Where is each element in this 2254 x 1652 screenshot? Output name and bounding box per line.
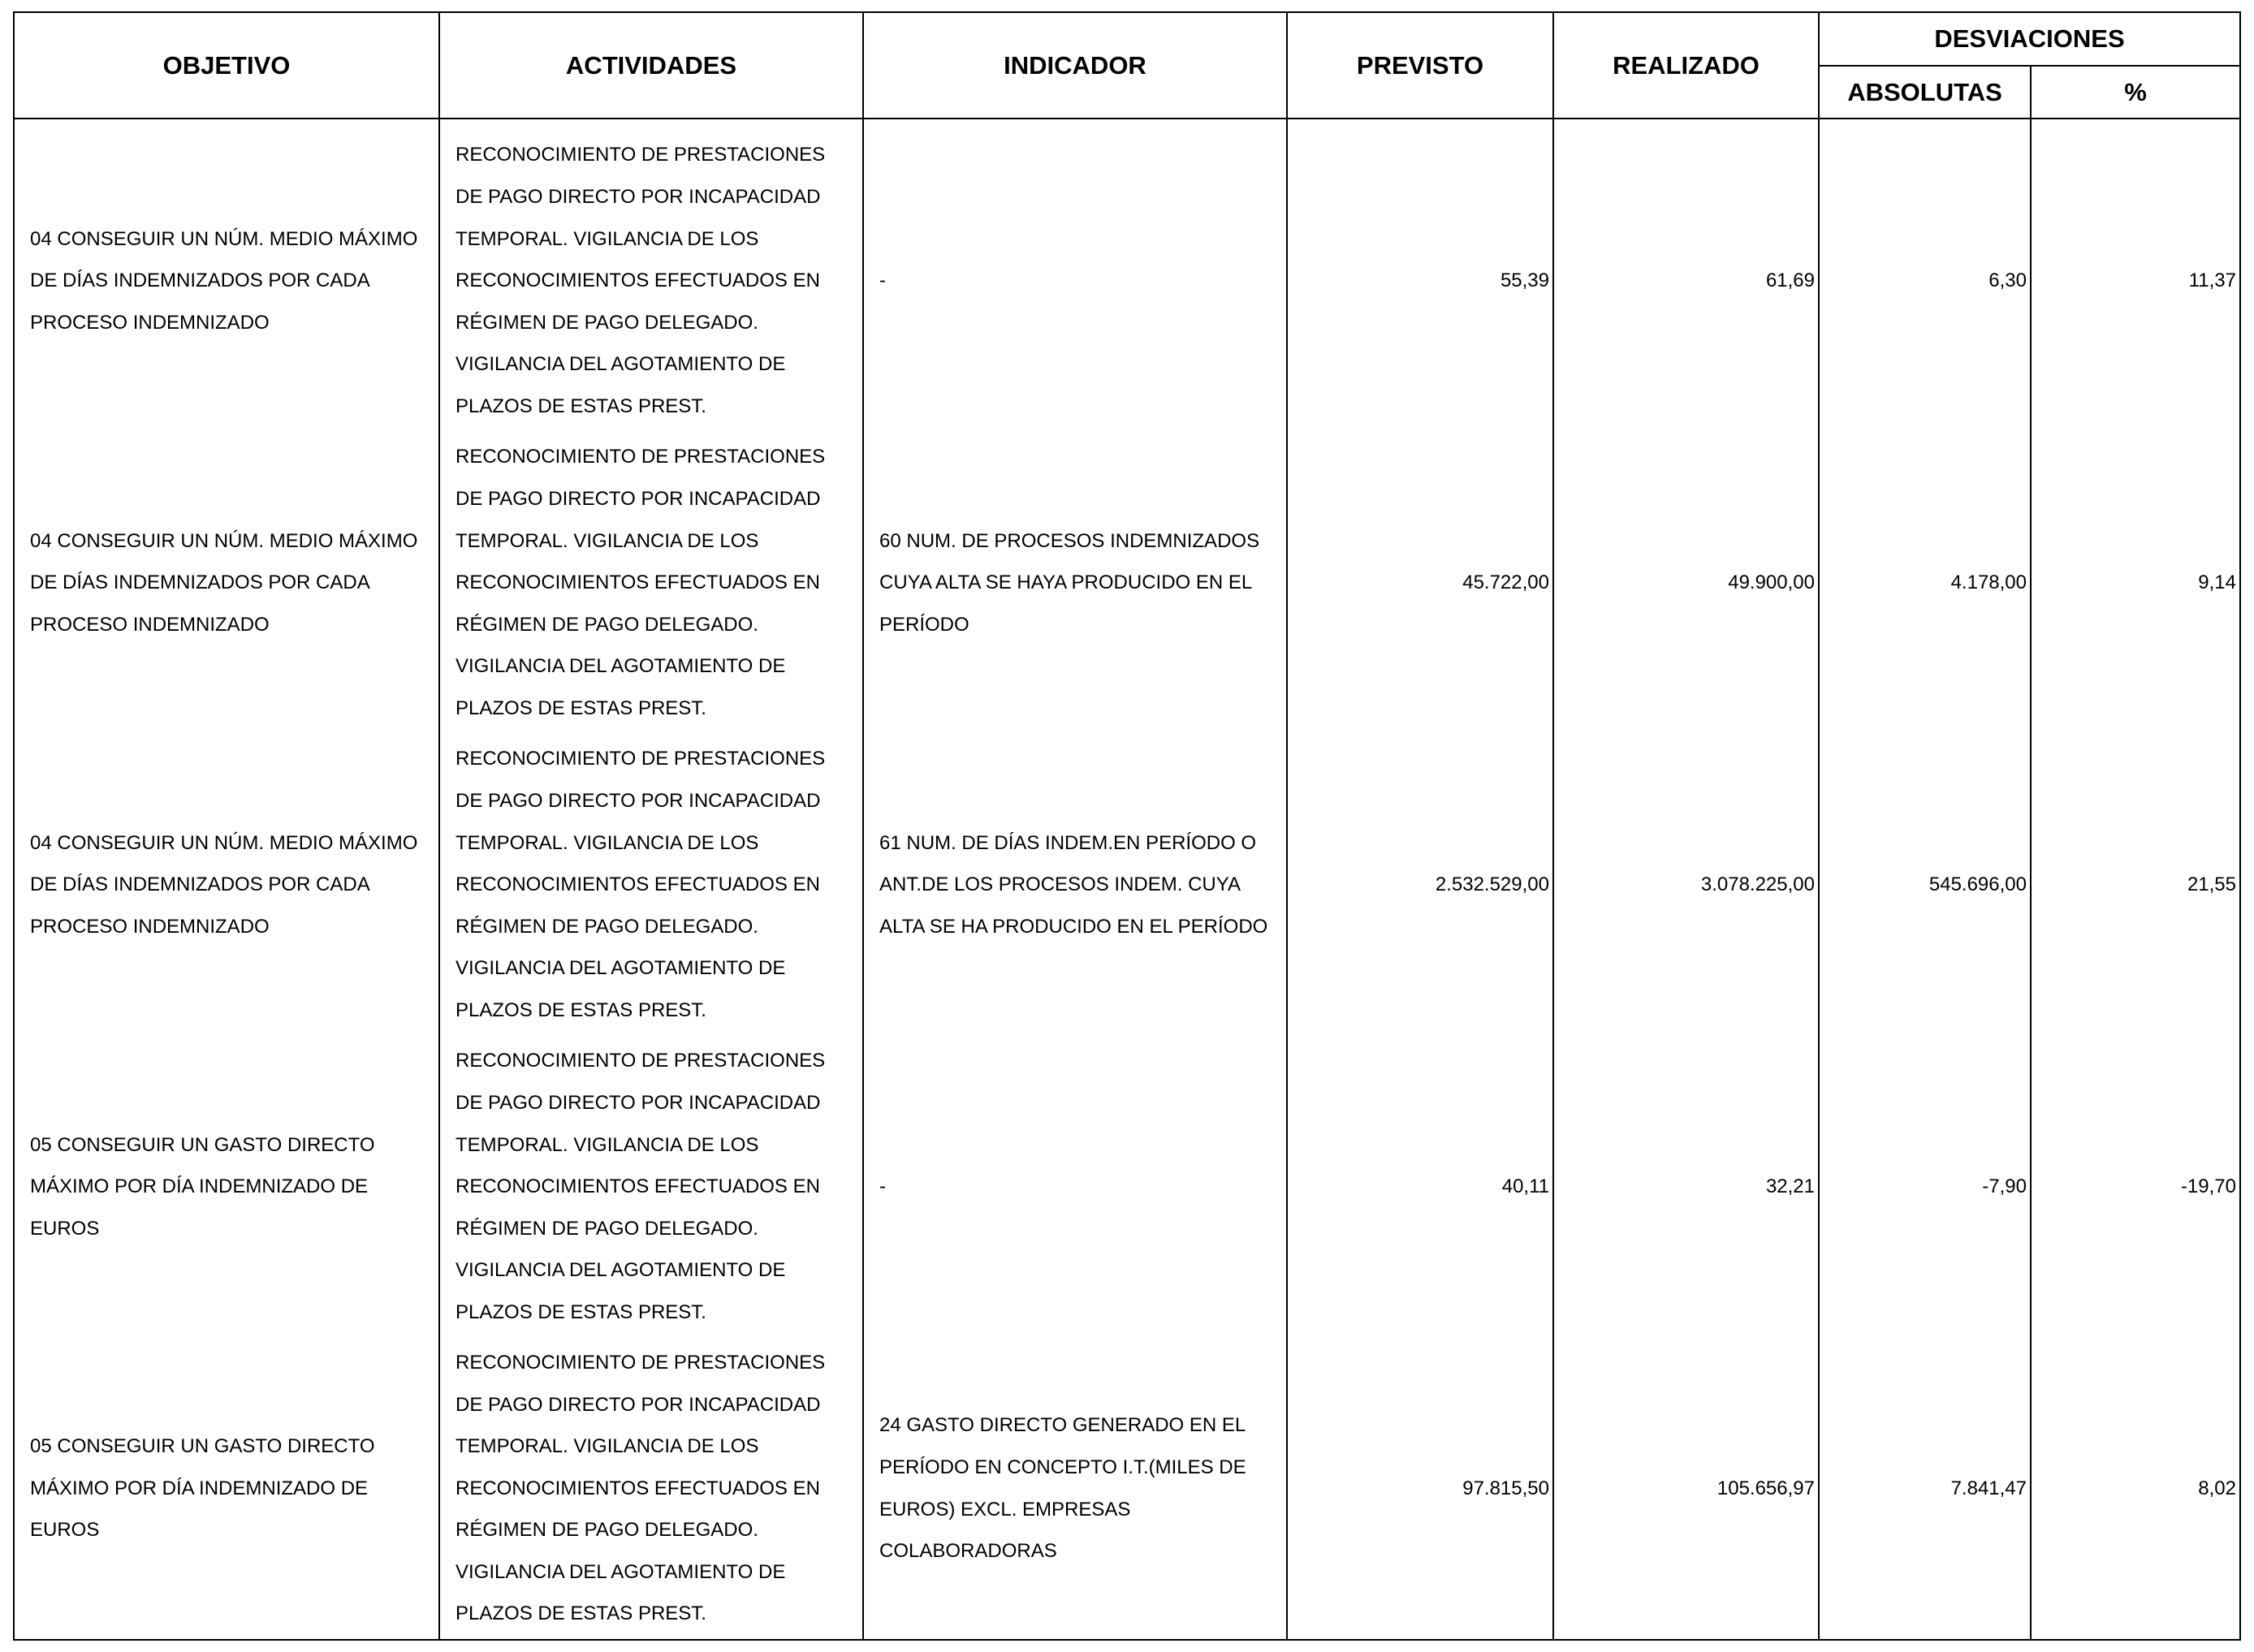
desviacion-porcentaje-cell: 21,55 (2031, 734, 2240, 1036)
desviacion-absoluta-cell: 545.696,00 (1819, 734, 2031, 1036)
desviacion-porcentaje-cell: 9,14 (2031, 432, 2240, 734)
header-desviaciones: DESVIACIONES (1819, 12, 2240, 66)
desviacion-porcentaje-cell: 11,37 (2031, 130, 2240, 432)
header-absolutas: ABSOLUTAS (1819, 66, 2031, 119)
objetivo-cell: 04 CONSEGUIR UN NÚM. MEDIO MÁXIMO DE DÍAS INDEMNIZADOS POR CADA PROCESO INDEMNIZADO (14, 432, 439, 734)
objetivo-cell: 05 CONSEGUIR UN GASTO DIRECTO MÁXIMO POR DÍA INDEMNIZADO DE EUROS (14, 1338, 439, 1640)
indicador-cell: 60 NUM. DE PROCESOS INDEMNIZADOS CUYA ALTA SE HAYA PRODUCIDO EN EL PERÍODO (863, 432, 1287, 734)
header-indicador: INDICADOR (863, 12, 1287, 119)
spacer-cell (1287, 119, 1553, 130)
row-spacer (14, 119, 2240, 130)
table-row (14, 432, 2240, 734)
table-body (14, 119, 2240, 1640)
actividades-cell: RECONOCIMIENTO DE PRESTACIONES DE PAGO DIRECTO POR INCAPACIDAD TEMPORAL. VIGILANCIA DE LOS RECONOCIMIENTOS EFECTUADOS EN RÉGIMEN DE PAGO DELEGADO. VIGILANCIA DEL AGOTAMIENTO DE PLAZOS DE ESTAS PREST. (439, 734, 863, 1036)
previsto-cell: 45.722,00 (1287, 432, 1553, 734)
previsto-cell: 55,39 (1287, 130, 1553, 432)
indicador-cell: 61 NUM. DE DÍAS INDEM.EN PERÍODO O ANT.DE LOS PROCESOS INDEM. CUYA ALTA SE HA PRODUCIDO EN EL PERÍODO (863, 734, 1287, 1036)
desviacion-porcentaje-cell: -19,70 (2031, 1036, 2240, 1338)
previsto-cell: 2.532.529,00 (1287, 734, 1553, 1036)
header-realizado: REALIZADO (1553, 12, 1819, 119)
actividades-cell: RECONOCIMIENTO DE PRESTACIONES DE PAGO DIRECTO POR INCAPACIDAD TEMPORAL. VIGILANCIA DE LOS RECONOCIMIENTOS EFECTUADOS EN RÉGIMEN DE PAGO DELEGADO. VIGILANCIA DEL AGOTAMIENTO DE PLAZOS DE ESTAS PREST. (439, 130, 863, 432)
realizado-cell: 3.078.225,00 (1553, 734, 1819, 1036)
header-row-top (14, 12, 2240, 66)
desviacion-absoluta-cell: -7,90 (1819, 1036, 2031, 1338)
header-actividades: ACTIVIDADES (439, 12, 863, 119)
spacer-cell (14, 119, 439, 130)
previsto-cell: 40,11 (1287, 1036, 1553, 1338)
actividades-cell: RECONOCIMIENTO DE PRESTACIONES DE PAGO DIRECTO POR INCAPACIDAD TEMPORAL. VIGILANCIA DE LOS RECONOCIMIENTOS EFECTUADOS EN RÉGIMEN DE PAGO DELEGADO. VIGILANCIA DEL AGOTAMIENTO DE PLAZOS DE ESTAS PREST. (439, 1338, 863, 1640)
actividades-cell: RECONOCIMIENTO DE PRESTACIONES DE PAGO DIRECTO POR INCAPACIDAD TEMPORAL. VIGILANCIA DE LOS RECONOCIMIENTOS EFECTUADOS EN RÉGIMEN DE PAGO DELEGADO. VIGILANCIA DEL AGOTAMIENTO DE PLAZOS DE ESTAS PREST. (439, 1036, 863, 1338)
indicador-cell: 24 GASTO DIRECTO GENERADO EN EL PERÍODO EN CONCEPTO I.T.(MILES DE EUROS) EXCL. EMPRESAS COLABORADORAS (863, 1338, 1287, 1640)
previsto-cell: 97.815,50 (1287, 1338, 1553, 1640)
header-previsto: PREVISTO (1287, 12, 1553, 119)
spacer-cell (863, 119, 1287, 130)
table-row (14, 1338, 2240, 1640)
indicador-cell: - (863, 1036, 1287, 1338)
table-row (14, 130, 2240, 432)
desviacion-absoluta-cell: 6,30 (1819, 130, 2031, 432)
table-row (14, 1036, 2240, 1338)
actividades-cell: RECONOCIMIENTO DE PRESTACIONES DE PAGO DIRECTO POR INCAPACIDAD TEMPORAL. VIGILANCIA DE LOS RECONOCIMIENTOS EFECTUADOS EN RÉGIMEN DE PAGO DELEGADO. VIGILANCIA DEL AGOTAMIENTO DE PLAZOS DE ESTAS PREST. (439, 432, 863, 734)
objectives-table (13, 11, 2241, 1641)
desviacion-porcentaje-cell: 8,02 (2031, 1338, 2240, 1640)
desviacion-absoluta-cell: 7.841,47 (1819, 1338, 2031, 1640)
spacer-cell (2031, 119, 2240, 130)
spacer-cell (439, 119, 863, 130)
objetivo-cell: 04 CONSEGUIR UN NÚM. MEDIO MÁXIMO DE DÍAS INDEMNIZADOS POR CADA PROCESO INDEMNIZADO (14, 734, 439, 1036)
objetivo-cell: 04 CONSEGUIR UN NÚM. MEDIO MÁXIMO DE DÍAS INDEMNIZADOS POR CADA PROCESO INDEMNIZADO (14, 130, 439, 432)
realizado-cell: 105.656,97 (1553, 1338, 1819, 1640)
header-objetivo: OBJETIVO (14, 12, 439, 119)
desviacion-absoluta-cell: 4.178,00 (1819, 432, 2031, 734)
table-row (14, 734, 2240, 1036)
indicador-cell: - (863, 130, 1287, 432)
spacer-cell (1553, 119, 1819, 130)
realizado-cell: 49.900,00 (1553, 432, 1819, 734)
realizado-cell: 61,69 (1553, 130, 1819, 432)
objetivo-cell: 05 CONSEGUIR UN GASTO DIRECTO MÁXIMO POR DÍA INDEMNIZADO DE EUROS (14, 1036, 439, 1338)
header-porcentaje: % (2031, 66, 2240, 119)
table-header (14, 12, 2240, 119)
spacer-cell (1819, 119, 2031, 130)
realizado-cell: 32,21 (1553, 1036, 1819, 1338)
